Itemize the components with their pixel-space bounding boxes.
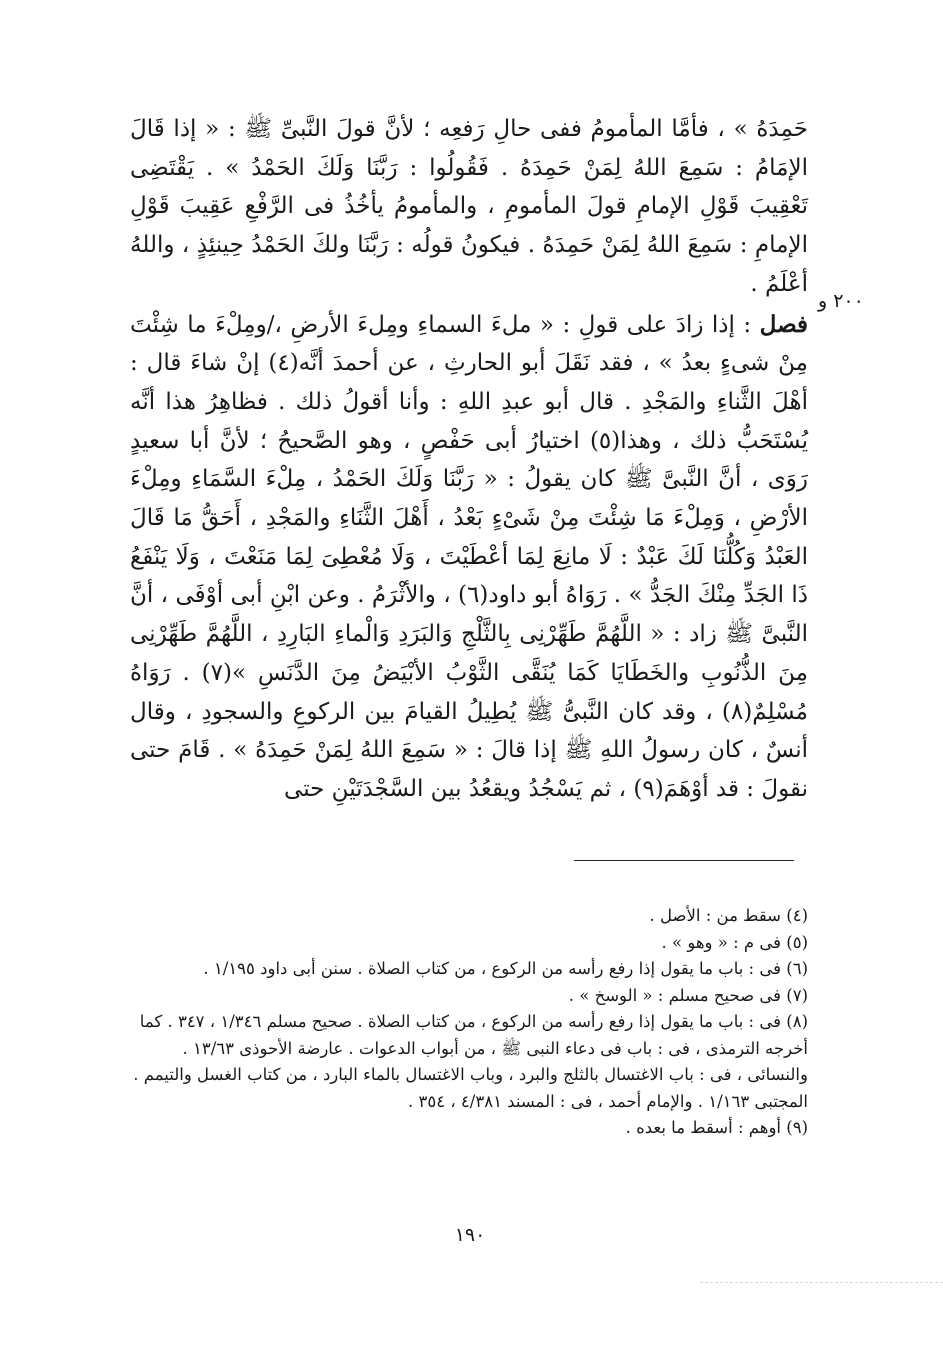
paragraph-1: حَمِدَهُ » ، فأمَّا المأمومُ ففى حالِ رَفعِه ؛ لأنَّ قولَ النَّبىِّ ﷺ : « إذا قَالَ الإمَامُ : سَمِعَ اللهُ لِمَنْ حَمِدَهُ . فَقُولُوا : رَبَّنَا وَلَكَ الحَمْدُ » . يَقْتَضِى تَعْقِيبَ قَوْلِ الإمامِ قولَ المأمومِ ، والمأمومُ يأخُذُ فى الرَّفْعِ عَقِيبَ قَوْلِ الإمامِ : سَمِعَ اللهُ لِمَنْ حَمِدَهُ . فيكونُ قولُه : رَبَّنَا ولكَ الحَمْدُ حِينئِذٍ ، واللهُ أعْلَمُ .: [130, 116, 808, 297]
main-text: [130, 110, 808, 809]
paragraph-2: [130, 306, 808, 809]
footnote-separator: [574, 860, 794, 861]
footnote-6: (٦) فى : باب ما يقول إذا رفع رأسه من الركوع ، من كتاب الصلاة . سنن أبى داود ١/١٩٥ .: [203, 959, 808, 978]
margin-folio-note: ٢٠٠ و: [818, 290, 864, 312]
paragraph-2-text: : إذا زادَ على قولِ : « ملءَ السماءِ ومِلءَ الأرضِ ،/ومِلْءَ ما شِئْتَ مِنْ شىءٍ بعدُ » ، فقد نَقَلَ أبو الحارثِ ، عن أحمدَ أنَّه(٤) إنْ شاءَ قال : أهْلَ الثَّناءِ والمَجْدِ . قال أبو عبدِ اللهِ : وأنا أقولُ ذلك . فظاهِرُ هذا أنَّه يُسْتَحَبُّ ذلك ، وهذا(٥) اختيارُ أبى حَفْصٍ ، وهو الصَّحيحُ ؛ لأنَّ أبا سعيدٍ رَوَى ، أنَّ النَّبىَّ ﷺ كان يقولُ : « رَبَّنَا وَلَكَ الحَمْدُ ، مِلْءَ السَّمَاءِ ومِلْءَ الأرْضِ ، وَمِلْءَ مَا شِئْتَ مِنْ شَىْءٍ بَعْدُ ، أَهْلَ الثَّنَاءِ والمَجْدِ ، أَحَقُّ مَا قَالَ العَبْدُ وَكُلُّنَا لَكَ عَبْدٌ : لَا مانِعَ لِمَا أعْطَيْتَ ، وَلَا مُعْطِىَ لِمَا مَنَعْتَ ، وَلَا يَنْفَعُ ذَا الجَدِّ مِنْكَ الجَدُّ » . رَوَاهُ أبو داود(٦) ، والأثْرَمُ . وعن ابْنِ أبى أوْفَى ، أنَّ النَّبىَّ ﷺ زاد : « اللَّهُمَّ طَهِّرْنِى بِالثَّلْجِ وَالبَرَدِ وَالْماءِ البَارِدِ ، اللَّهُمَّ طَهِّرْنِى مِنَ الذُّنُوبِ والخَطَايَا كَمَا يُنَقَّى الثَّوْبُ الأبْيَضُ مِنَ الدَّنَسِ »(٧) . رَوَاهُ مُسْلِمٌ(٨) ، وقد كان النَّبىُّ ﷺ يُطِيلُ القيامَ بين الركوعِ والسجودِ ، وقال أنسٌ ، كان رسولُ اللهِ ﷺ إذا قالَ : « سَمِعَ اللهُ لِمَنْ حَمِدَهُ » . قَامَ حتى نقولَ : قد أوْهَمَ(٩) ، ثم يَسْجُدُ ويقعُدُ بين السَّجْدَتَيْنِ حتى: [130, 311, 809, 802]
page-number: ١٩٠: [454, 1224, 486, 1246]
footnote-9: (٩) أوهم : أسقط ما بعده .: [625, 1118, 808, 1137]
scan-edge-line: [700, 1282, 943, 1283]
footnote-8: (٨) فى : باب ما يقول إذا رفع رأسه من الركوع ، من كتاب الصلاة . صحيح مسلم ١/٣٤٦ ، ٣٤٧ . كما أخرجه الترمذى ، فى : باب فى دعاء النبى ﷺ ، من أبواب الدعوات . عارضة الأحوذى ١٣/٦٣ . والنسائى ، فى : باب الاغتسال بالثلج والبرد ، وباب الاغتسال بالماء البارد ، من كتاب الغسل والتيمم . المجتبى ١/١٦٣ . والإمام أحمد ، فى : المسند ٤/٣٨١ ، ٣٥٤ .: [133, 1012, 808, 1111]
footnote-5: (٥) فى م : « وهو » .: [661, 932, 808, 952]
footnote-7: (٧) فى صحيح مسلم : « الوسخ » .: [568, 985, 808, 1005]
section-heading: فصل: [759, 310, 809, 338]
footnote-4: (٤) سقط من : الأصل .: [649, 906, 808, 925]
footnotes: [130, 903, 808, 1142]
